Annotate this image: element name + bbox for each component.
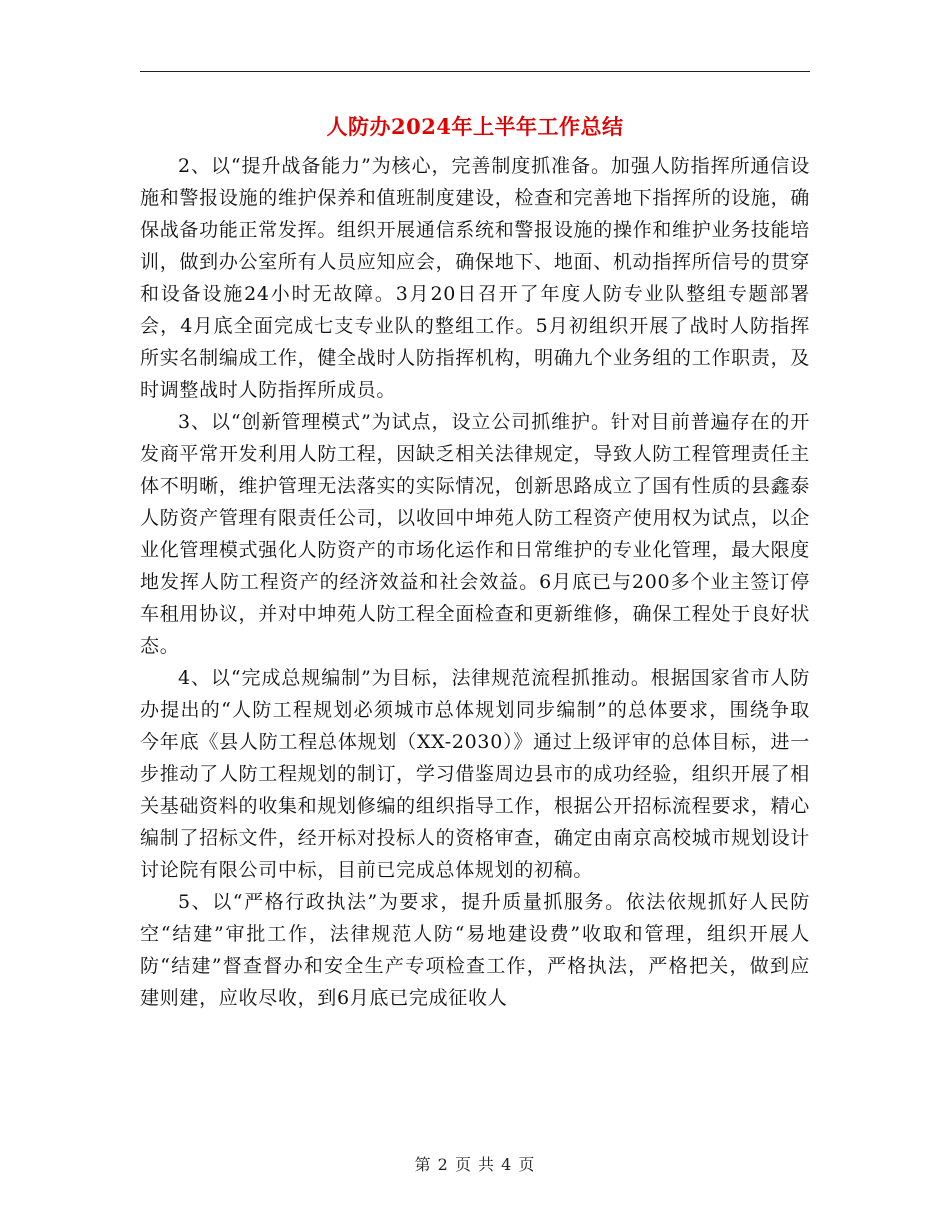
header-rule (140, 71, 810, 72)
document-title: 人防办2024年上半年工作总结 (326, 114, 624, 139)
page-footer: 第 2 页 共 4 页 (414, 1155, 536, 1174)
paragraph-3: 3、以“创新管理模式”为试点，设立公司抓维护。针对目前普遍存在的开发商平常开发利用人防工程，因缺乏相关法律规定，导致人防工程管理责任主体不明晰，维护管理无法落实的实际情况，创新思路成立了国有性质的县鑫泰人防资产管理有限责任公司，以收回中坤苑人防工程资产使用权为试点，以企业化管理模式强化人防资产的市场化运作和日常维护的专业化管理，最大限度地发挥人防工程资产的经济效益和社会效益。6月底已与200多个业主签订停车租用协议，并对中坤苑人防工程全面检查和更新维修，确保工程处于良好状态。 (140, 411, 810, 657)
document-body (140, 150, 810, 1014)
paragraph-4: 4、以“完成总规编制”为目标，法律规范流程抓推动。根据国家省市人防办提出的“人防工程规划必须城市总体规划同步编制”的总体要求，围绕争取今年底《县人防工程总体规划（XX-2030）》通过上级评审的总体目标，进一步推动了人防工程规划的制订，学习借鉴周边县市的成功经验，组织开展了相关基础资料的收集和规划修编的组织指导工作，根据公开招标流程要求，精心编制了招标文件，经开标对投标人的资格审查，确定由南京高校城市规划设计讨论院有限公司中标，目前已完成总体规划的初稿。 (140, 667, 810, 881)
paragraph-2: 2、以“提升战备能力”为核心，完善制度抓准备。加强人防指挥所通信设施和警报设施的维护保养和值班制度建设，检查和完善地下指挥所的设施，确保战备功能正常发挥。组织开展通信系统和警报设施的操作和维护业务技能培训，做到办公室所有人员应知应会，确保地下、地面、机动指挥所信号的贯穿和设备设施24小时无故障。3月20日召开了年度人防专业队整组专题部署会，4月底全面完成七支专业队的整组工作。5月初组织开展了战时人防指挥所实名制编成工作，健全战时人防指挥机构，明确九个业务组的工作职责，及时调整战时人防指挥所成员。 (140, 155, 810, 401)
paragraph-5: 5、以“严格行政执法”为要求，提升质量抓服务。依法依规抓好人民防空“结建”审批工作，法律规范人防“易地建设费”收取和管理，组织开展人防“结建”督查督办和安全生产专项检查工作，严格执法，严格把关，做到应建则建，应收尽收，到6月底已完成征收人 (140, 891, 810, 1009)
